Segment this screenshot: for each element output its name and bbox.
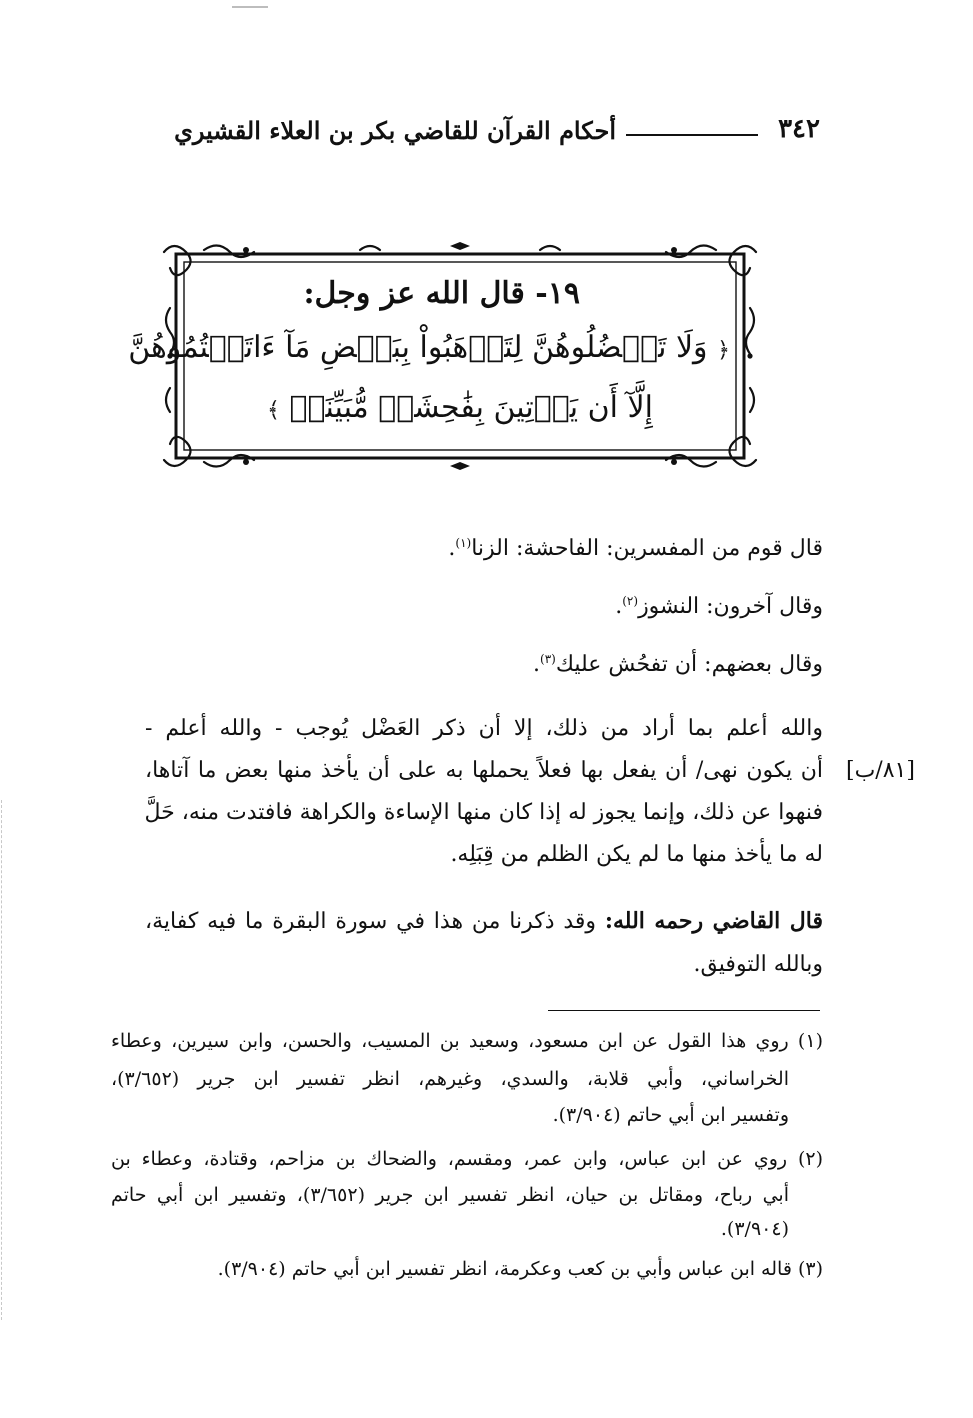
paragraph-2-end: . (615, 594, 623, 619)
footnote-ref-2[interactable]: (٢) (622, 594, 639, 608)
paragraph-5-line-1 (145, 908, 823, 934)
verse-heading: ١٩- قال الله عز وجل: (303, 276, 580, 311)
paragraph-4-line-2: أن يكون نهى/ أن يفعل بها فعلاً يحملها به على أن يأخذ منها بعض ما آتاها، (145, 758, 823, 783)
footnote-3-line-1: (٣) قاله ابن عباس وأبي بن كعب وعكرمة، انظر تفسير ابن أبي حاتم (٣/٩٠٤). (217, 1258, 823, 1280)
qadi-lead: قال القاضي رحمه الله: (604, 908, 823, 934)
paragraph-4-line-1: والله أعلم بما أراد من ذلك، إلا أن ذكر العَضْل يُوجب - والله أعلم - (145, 716, 823, 741)
paragraph-3 (533, 652, 823, 677)
verse-line-2 (190, 390, 730, 425)
paragraph-5-line-2: وبالله التوفيق. (693, 952, 823, 977)
verse-text-1: وَلَا تَعۡضُلُوهُنَّ لِتَذۡهَبُواْ بِبَعۡضِ مَآ ءَاتَيۡتُمُوهُنَّ (128, 330, 708, 365)
paragraph-1 (448, 536, 823, 561)
scan-mark (232, 6, 268, 8)
page-number: ٣٤٢ (778, 114, 820, 144)
verse-line-1 (128, 330, 730, 365)
manuscript-folio-ref: [٨١/ب] (846, 758, 915, 783)
footnote-1-line-1: (١) روي هذا القول عن ابن مسعود، وسعيد بن المسيب، والحسن، وابن سيرين، وعطاء (111, 1030, 823, 1052)
footnote-1-line-3: وتفسير ابن أبي حاتم (٣/٩٠٤). (552, 1104, 789, 1126)
paragraph-1-end: . (448, 536, 456, 561)
scan-edge-artifact (1, 800, 3, 1320)
footnote-ref-1[interactable]: (١) (455, 536, 472, 550)
footnote-1-line-2: الخراساني، وأبي قلابة، والسدي، وغيرهم، انظر تفسير ابن جرير (٣/٦٥٢)، (111, 1068, 789, 1090)
verse-close-bracket: ﴾ (267, 398, 280, 423)
header-rule (626, 134, 758, 136)
verse-open-bracket: ﴿ (717, 338, 730, 363)
footnote-2-line-1: (٢) روي عن ابن عباس، وابن عمر، ومقسم، والضحاك بن مزاحم، وقتادة، وعطاء بن (111, 1148, 823, 1170)
page-header (100, 108, 820, 156)
paragraph-4-line-4: له ما يأخذ منها ما لم يكن الظلم من قِبَلِه. (450, 842, 823, 867)
paragraph-4-line-3: فنهوا عن ذلك، وإنما يجوز له إذا كان منها الإساءة والكراهة فافتدت منه، حَلَّ (144, 800, 823, 825)
paragraph-3-text: وقال بعضهم: أن تفحُش عليك (555, 652, 823, 677)
verse-text-2: إِلَّآ أَن يَأۡتِينَ بِفَٰحِشَةٖ مُّبَيِّنَةٖ (289, 390, 653, 425)
running-title: أحكام القرآن للقاضي بكر بن العلاء القشيري (174, 116, 616, 145)
paragraph-1-text: قال قوم من المفسرين: الفاحشة: الزنا (471, 536, 823, 561)
footnote-ref-3[interactable]: (٣) (540, 652, 556, 666)
paragraph-2 (615, 594, 823, 619)
frame-content (128, 268, 730, 448)
verse-frame (128, 238, 760, 474)
paragraph-5-rest: وقد ذكرنا من هذا في سورة البقرة ما فيه كفاية، (145, 909, 605, 934)
paragraph-2-text: وقال آخرون: النشوز (638, 594, 823, 619)
footnote-2-line-3: (٣/٩٠٤). (720, 1218, 789, 1240)
footnote-2-line-2: أبي رباح، ومقاتل بن حيان، انظر تفسير ابن جرير (٣/٦٥٢)، وتفسير ابن أبي حاتم (111, 1184, 789, 1206)
footnote-separator (548, 1010, 820, 1011)
paragraph-3-end: . (533, 652, 540, 677)
